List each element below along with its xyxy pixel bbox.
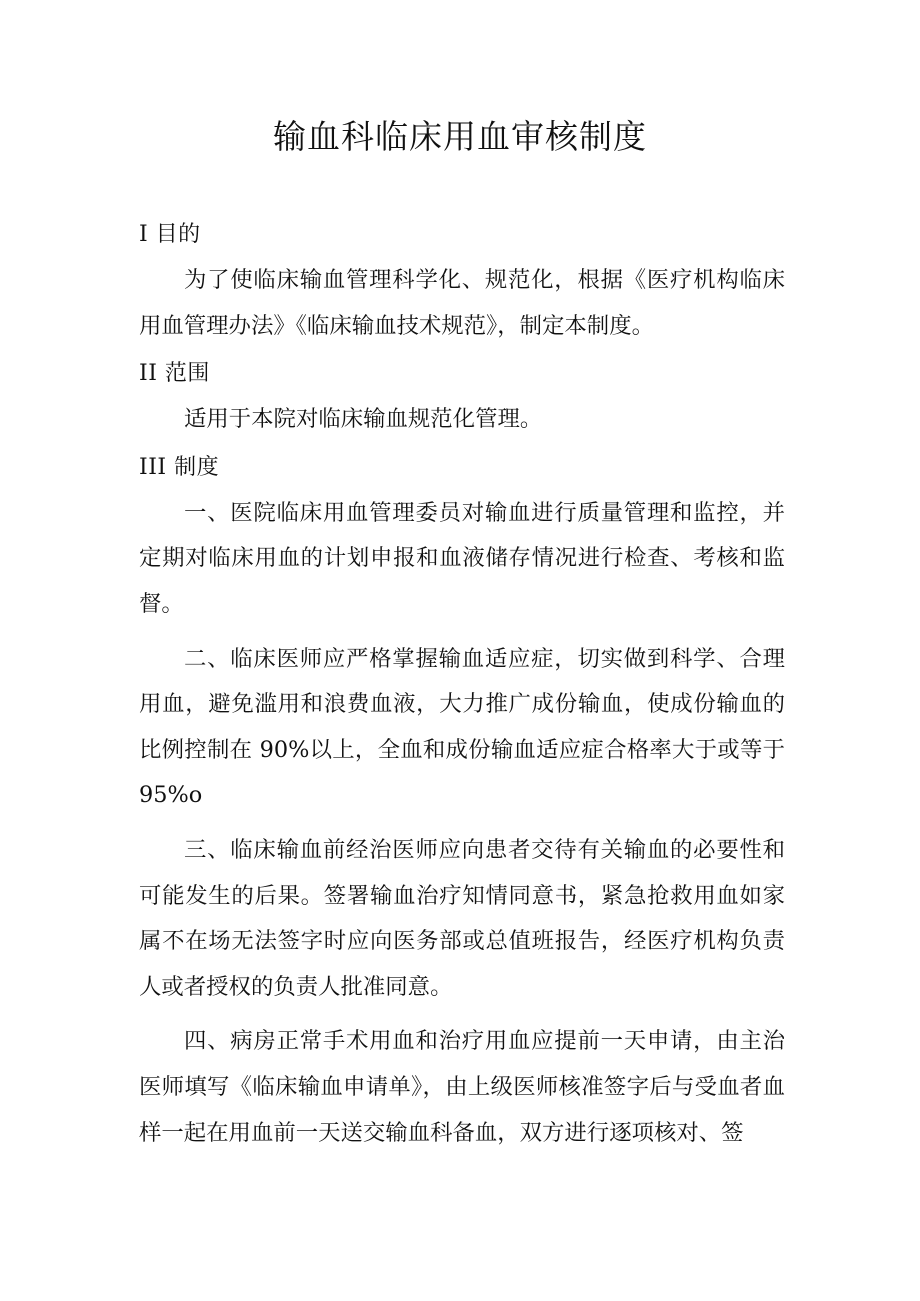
section-heading-scope: II 范围 [139, 361, 210, 387]
paragraph-system-item-2: 二、临床医师应严格掌握输血适应症，切实做到科学、合理用血，避免滥用和浪费血液，大力推广成份输血，使成份输血的比例控制在 90%以上，全血和成份输血适应症合格率大于或等于95%o [139, 645, 785, 809]
paragraph-system-item-4: 四、病房正常手术用血和治疗用血应提前一天申请，由主治医师填写《临床输血申请单》，由上级医师核准签字后与受血者血样一起在用血前一天送交输血科备血，双方进行逐项核对、签 [139, 1028, 785, 1146]
paragraph-scope: 适用于本院对临床输血规范化管理。 [184, 406, 543, 433]
paragraph-system-item-3: 三、临床输血前经治医师应向患者交待有关输血的必要性和可能发生的后果。签署输血治疗知情同意书，紧急抢救用血如家属不在场无法签字时应向医务部或总值班报告，经医疗机构负责人或者授权的负责人批准同意。 [139, 836, 785, 1000]
section-heading-system: III 制度 [139, 454, 220, 480]
paragraph-purpose: 为了使临床输血管理科学化、规范化，根据《医疗机构临床用血管理办法》《临床输血技术规范》，制定本制度。 [139, 267, 785, 339]
document-title: 输血科临床用血审核制度 [273, 117, 647, 156]
section-heading-purpose: I 目的 [139, 222, 201, 247]
paragraph-system-item-1: 一、医院临床用血管理委员对输血进行质量管理和监控，并定期对临床用血的计划申报和血液储存情况进行检查、考核和监督。 [139, 499, 785, 617]
document-body [139, 212, 785, 1165]
